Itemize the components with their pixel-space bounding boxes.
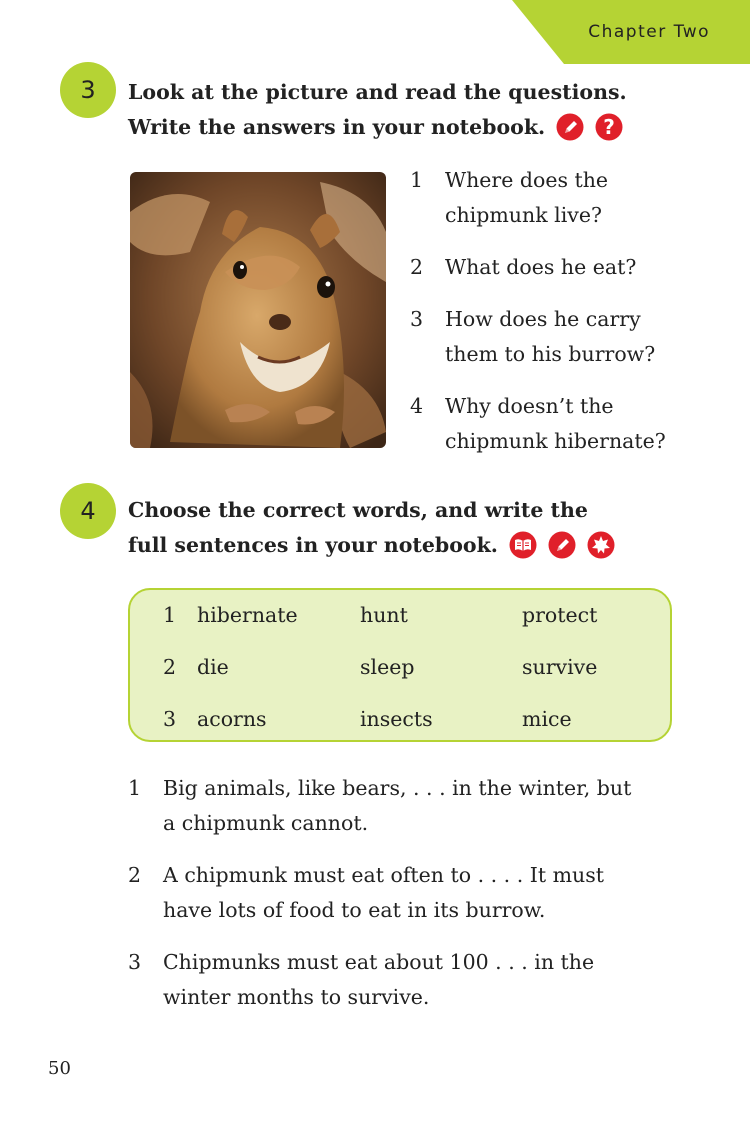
exercise-3-line-2: Write the answers in your notebook. <box>128 115 546 139</box>
sentence-text: have lots of food to eat in its burrow. <box>163 898 546 922</box>
question-text: Where does the <box>445 168 609 192</box>
sentence-text: winter months to survive. <box>163 985 430 1009</box>
sentence-text: Big animals, like bears, . . . in the winter, but <box>163 776 632 800</box>
pencil-icon <box>556 113 584 152</box>
word-option: hibernate <box>197 603 298 627</box>
exercise-3-number: 3 <box>60 62 116 118</box>
word-option: mice <box>522 707 572 731</box>
chipmunk-photo <box>130 172 386 448</box>
word-row-number: 1 <box>163 603 177 627</box>
svg-text:?: ? <box>603 115 616 139</box>
word-option: die <box>197 655 229 679</box>
exercise-4-line-2: full sentences in your notebook. <box>128 533 498 557</box>
question-list <box>410 163 740 476</box>
word-option: protect <box>522 603 598 627</box>
chapter-title: Chapter Two <box>588 22 710 42</box>
sentence-item <box>128 771 688 841</box>
question-item <box>410 163 740 233</box>
exercise-4-line-1: Choose the correct words, and write the <box>128 498 588 522</box>
question-text: Why doesn’t the <box>445 394 614 418</box>
word-option: hunt <box>360 603 408 627</box>
word-row-number: 2 <box>163 655 177 679</box>
sentence-item <box>128 858 688 928</box>
sentence-list <box>128 771 688 1032</box>
sentence-number: 2 <box>128 863 142 887</box>
question-item <box>410 250 740 285</box>
question-text: How does he carry <box>445 307 641 331</box>
sentence-text: a chipmunk cannot. <box>163 811 369 835</box>
question-number: 1 <box>410 168 424 192</box>
page-number: 50 <box>48 1058 71 1079</box>
word-option: insects <box>360 707 433 731</box>
exercise-3-instructions <box>128 75 627 152</box>
question-icon <box>595 113 623 152</box>
question-number: 4 <box>410 394 424 418</box>
book-icon <box>509 531 537 570</box>
question-text: What does he eat? <box>445 255 637 279</box>
question-number: 2 <box>410 255 424 279</box>
sentence-number: 3 <box>128 950 142 974</box>
question-text: chipmunk live? <box>445 203 602 227</box>
question-text: them to his burrow? <box>445 342 656 366</box>
sentence-text: Chipmunks must eat about 100 . . . in the <box>163 950 595 974</box>
word-row-number: 3 <box>163 707 177 731</box>
word-option: sleep <box>360 655 415 679</box>
exercise-4-instructions <box>128 493 615 570</box>
question-item <box>410 389 740 459</box>
question-text: chipmunk hibernate? <box>445 429 666 453</box>
pencil-icon <box>548 531 576 570</box>
word-option: survive <box>522 655 598 679</box>
sentence-item <box>128 945 688 1015</box>
sentence-number: 1 <box>128 776 142 800</box>
exercise-3-line-1: Look at the picture and read the questions. <box>128 80 627 104</box>
question-number: 3 <box>410 307 424 331</box>
sentence-text: A chipmunk must eat often to . . . . It must <box>163 863 604 887</box>
word-choice-box <box>128 588 672 742</box>
star-icon <box>587 531 615 570</box>
word-option: acorns <box>197 707 267 731</box>
question-item <box>410 302 740 372</box>
exercise-4-number: 4 <box>60 483 116 539</box>
